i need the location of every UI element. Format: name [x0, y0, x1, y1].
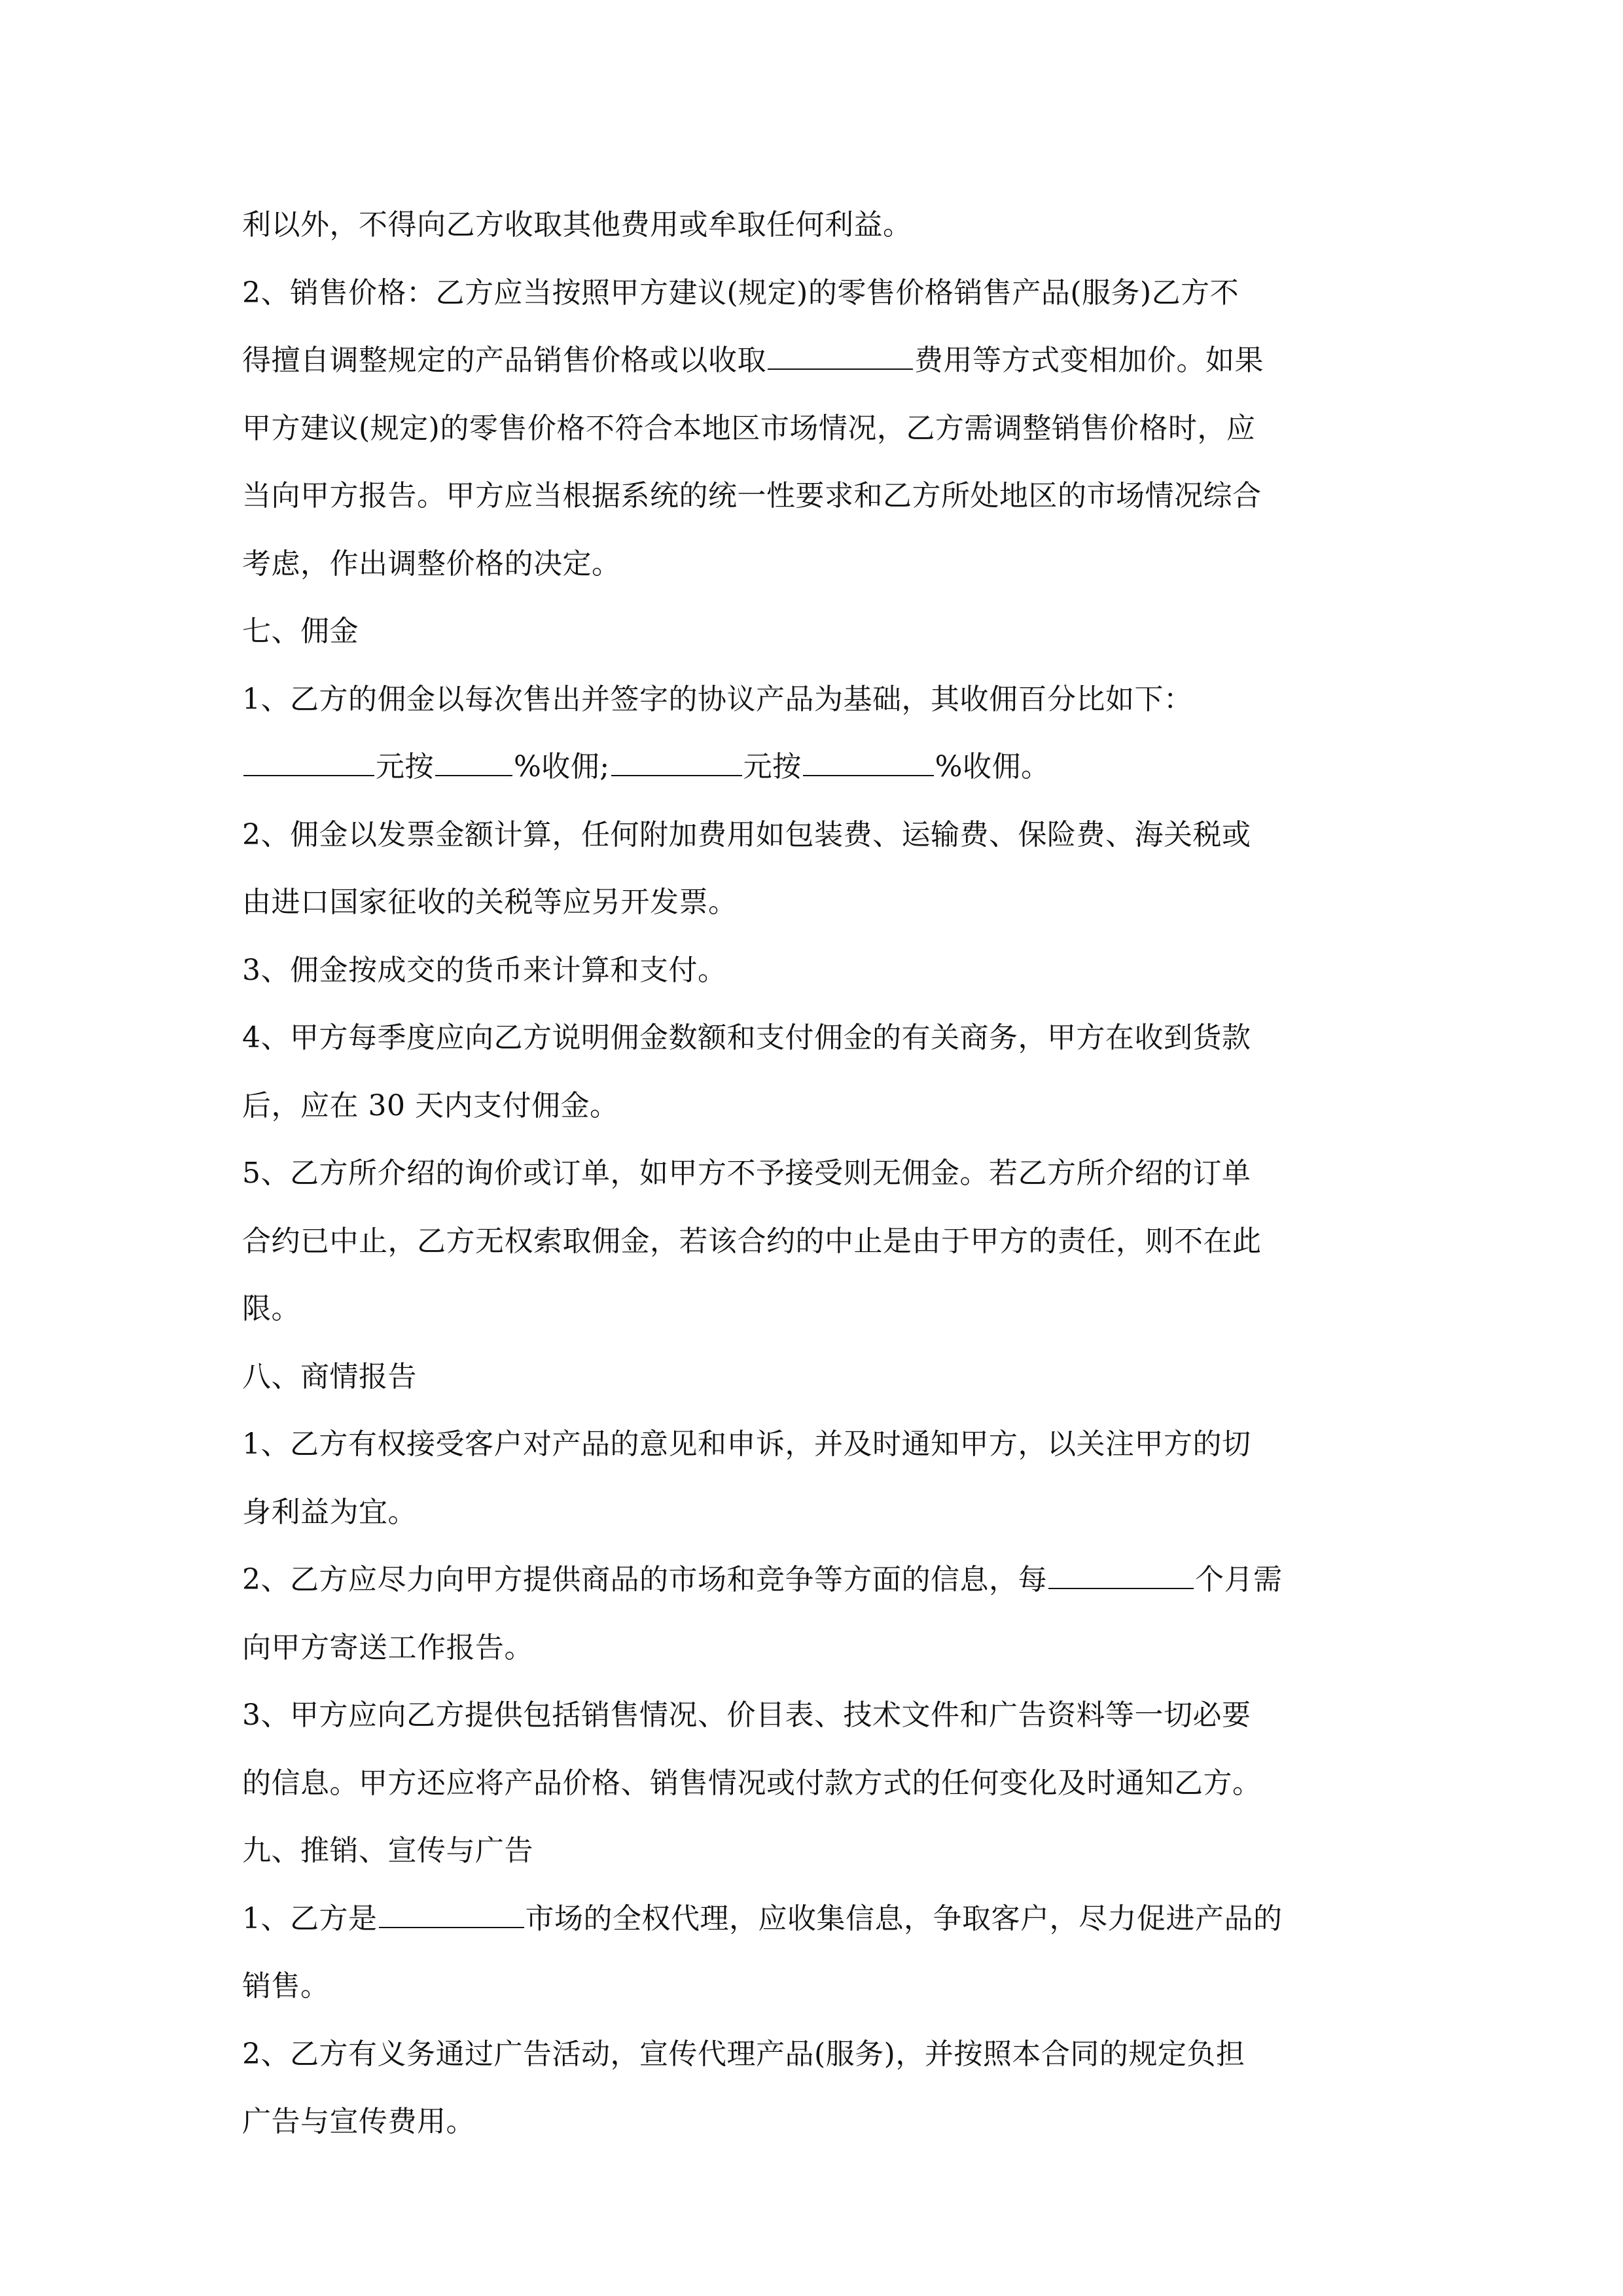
- paragraph-line: [242, 405, 1394, 473]
- paragraph-line: [242, 879, 1394, 947]
- line-text: 2、销售价格：乙方应当按照甲方建议(规定)的零售价格销售产品(服务)乙方不: [242, 276, 1240, 310]
- line-text: 的信息。甲方还应将产品价格、销售情况或付款方式的任何变化及时通知乙方。: [242, 1766, 1262, 1800]
- paragraph-line: [242, 744, 1394, 812]
- line-text: 1、乙方有权接受客户对产品的意见和申诉，并及时通知甲方，以关注甲方的切: [242, 1427, 1251, 1461]
- paragraph-line: [242, 473, 1394, 541]
- paragraph-line: [242, 812, 1394, 880]
- line-text: %收佣。: [935, 750, 1050, 783]
- line-text: %收佣;: [514, 750, 610, 783]
- paragraph-line: [242, 1556, 1394, 1624]
- line-text: 限。: [242, 1292, 300, 1325]
- line-text: 1、乙方的佣金以每次售出并签字的协议产品为基础，其收佣百分比如下：: [242, 682, 1193, 716]
- paragraph-line: [242, 947, 1394, 1015]
- line-text: 2、乙方应尽力向甲方提供商品的市场和竞争等方面的信息，每: [242, 1563, 1047, 1596]
- line-text: 1、乙方是: [242, 1901, 378, 1935]
- paragraph-line: [242, 1285, 1394, 1354]
- paragraph-line: [242, 541, 1394, 609]
- fill-in-blank: [768, 342, 913, 370]
- paragraph-line: [242, 337, 1394, 405]
- section-heading: [242, 1354, 1394, 1422]
- fill-in-blank: [611, 749, 742, 776]
- line-text: 身利益为宜。: [242, 1495, 417, 1529]
- fill-in-blank: [435, 749, 512, 776]
- line-text: 销售。: [242, 1969, 330, 2003]
- paragraph-line: [242, 1014, 1394, 1083]
- paragraph-line: [242, 1895, 1394, 1964]
- paragraph-line: [242, 1760, 1394, 1828]
- line-text: 广告与宣传费用。: [242, 2105, 475, 2138]
- paragraph-line: [242, 1421, 1394, 1489]
- line-text: 后，应在 30 天内支付佣金。: [242, 1088, 619, 1122]
- paragraph-line: [242, 676, 1394, 744]
- paragraph-line: [242, 1489, 1394, 1557]
- heading-text: 七、佣金: [242, 615, 359, 648]
- paragraph-line: [242, 270, 1394, 338]
- line-text: 得擅自调整规定的产品销售价格或以收取: [242, 344, 766, 377]
- line-text: 3、佣金按成交的货币来计算和支付。: [242, 953, 727, 987]
- paragraph-line: [242, 202, 1394, 270]
- line-text: 利以外，不得向乙方收取其他费用或牟取任何利益。: [242, 208, 912, 242]
- heading-text: 九、推销、宣传与广告: [242, 1834, 533, 1867]
- paragraph-line: [242, 1624, 1394, 1693]
- fill-in-blank: [243, 749, 374, 776]
- paragraph-line: [242, 2098, 1394, 2166]
- section-heading: [242, 608, 1394, 676]
- line-text: 4、甲方每季度应向乙方说明佣金数额和支付佣金的有关商务，甲方在收到货款: [242, 1021, 1251, 1054]
- line-text: 个月需: [1195, 1563, 1283, 1596]
- paragraph-line: [242, 1692, 1394, 1760]
- line-text: 2、乙方有义务通过广告活动，宣传代理产品(服务)，并按照本合同的规定负担: [242, 2037, 1245, 2071]
- fill-in-blank: [1048, 1562, 1194, 1589]
- paragraph-line: [242, 1963, 1394, 2031]
- line-text: 向甲方寄送工作报告。: [242, 1630, 533, 1664]
- section-heading: [242, 1827, 1394, 1895]
- paragraph-line: [242, 2031, 1394, 2099]
- line-text: 甲方建议(规定)的零售价格不符合本地区市场情况，乙方需调整销售价格时，应: [242, 411, 1256, 445]
- contract-page-body: [242, 202, 1394, 2166]
- line-text: 费用等方式变相加价。如果: [914, 344, 1264, 377]
- fill-in-blank: [803, 749, 934, 776]
- line-text: 市场的全权代理，应收集信息，争取客户，尽力促进产品的: [525, 1901, 1283, 1935]
- paragraph-line: [242, 1218, 1394, 1286]
- line-text: 考虑，作出调整价格的决定。: [242, 547, 621, 581]
- paragraph-line: [242, 1083, 1394, 1151]
- line-text: 元按: [743, 750, 802, 783]
- fill-in-blank: [379, 1901, 524, 1928]
- line-text: 2、佣金以发票金额计算，任何附加费用如包装费、运输费、保险费、海关税或: [242, 817, 1251, 852]
- heading-text: 八、商情报告: [242, 1359, 417, 1393]
- line-text: 合约已中止，乙方无权索取佣金，若该合约的中止是由于甲方的责任，则不在此: [242, 1224, 1262, 1258]
- line-text: 3、甲方应向乙方提供包括销售情况、价目表、技术文件和广告资料等一切必要: [242, 1698, 1251, 1732]
- paragraph-line: [242, 1150, 1394, 1218]
- line-text: 5、乙方所介绍的询价或订单，如甲方不予接受则无佣金。若乙方所介绍的订单: [242, 1157, 1251, 1190]
- line-text: 当向甲方报告。甲方应当根据系统的统一性要求和乙方所处地区的市场情况综合: [242, 479, 1262, 512]
- line-text: 元按: [376, 750, 434, 783]
- line-text: 由进口国家征收的关税等应另开发票。: [242, 886, 738, 919]
